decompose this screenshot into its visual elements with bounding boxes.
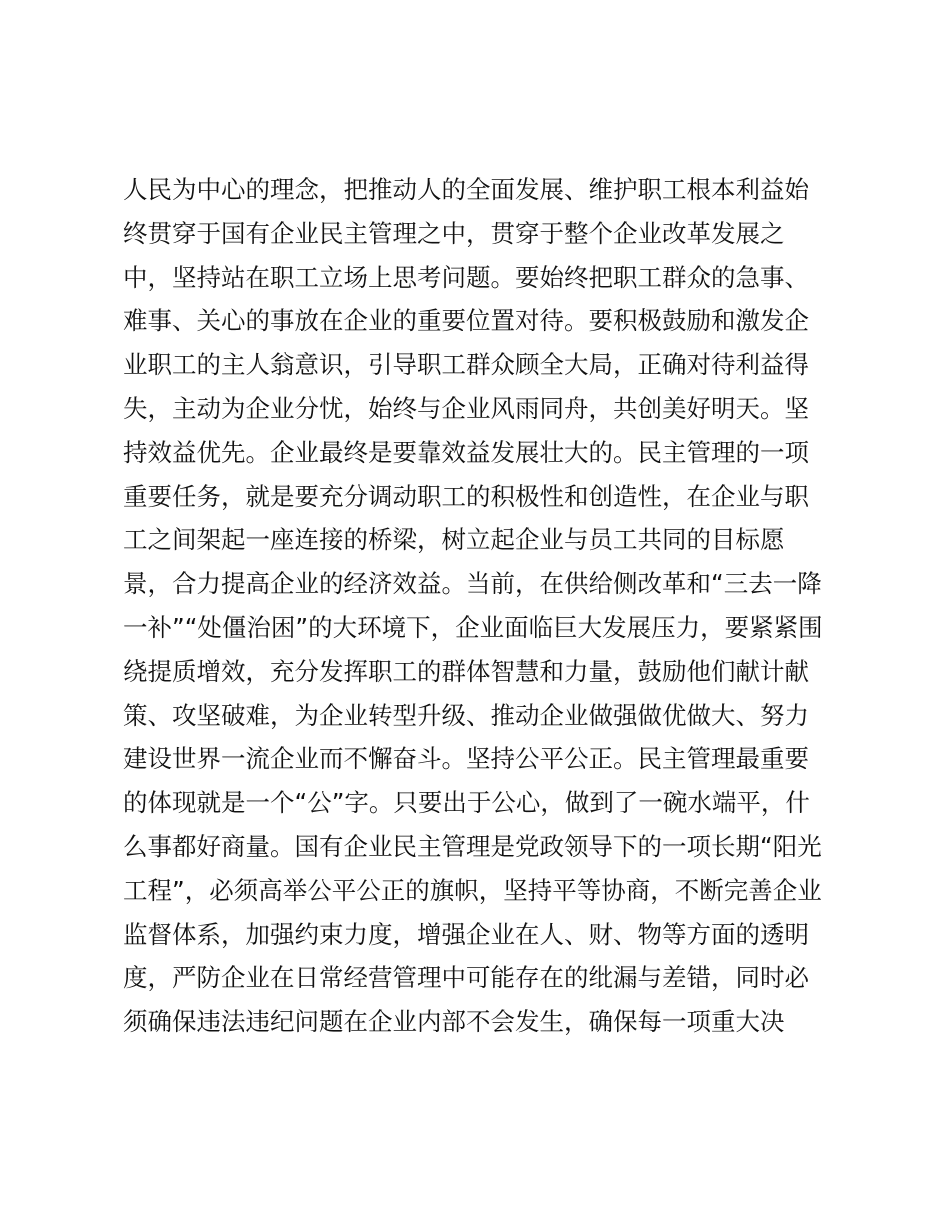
text-line: 一补”“处僵治困”的大环境下，企业面临巨大发展压力，要紧紧围: [123, 612, 823, 642]
text-line: 工之间架起一座连接的桥梁，树立起企业与员工共同的目标愿: [123, 525, 785, 555]
text-line: 失，主动为企业分忧，始终与企业风雨同舟，共创美好明天。坚: [123, 393, 809, 423]
text-line: 绕提质增效，充分发挥职工的群体智慧和力量，鼓励他们献计献: [123, 656, 809, 686]
text-line: 终贯穿于国有企业民主管理之中，贯穿于整个企业改革发展之: [123, 218, 785, 248]
text-line: 度，严防企业在日常经营管理中可能存在的纰漏与差错，同时必: [123, 963, 809, 993]
text-line: 策、攻坚破难，为企业转型升级、推动企业做强做优做大、努力: [123, 700, 809, 730]
text-line: 中，坚持站在职工立场上思考问题。要始终把职工群众的急事、: [123, 262, 809, 292]
text-line: 的体现就是一个“公”字。只要出于公心，做到了一碗水端平，什: [123, 788, 810, 818]
body-text: [123, 168, 843, 1044]
text-line: 景，合力提高企业的经济效益。当前，在供给侧改革和“三去一降: [123, 569, 822, 599]
text-line: 难事、关心的事放在企业的重要位置对待。要积极鼓励和激发企: [123, 306, 809, 336]
text-line: 工程”，必须高举公平公正的旗帜，坚持平等协商，不断完善企业: [123, 875, 822, 905]
text-line: 须确保违法违纪问题在企业内部不会发生，确保每一项重大决: [123, 1007, 785, 1037]
text-line: 人民为中心的理念，把推动人的全面发展、维护职工根本利益始: [123, 175, 809, 204]
text-line: 业职工的主人翁意识，引导职工群众顾全大局，正确对待利益得: [123, 350, 809, 380]
text-line: 监督体系，加强约束力度，增强企业在人、财、物等方面的透明: [123, 919, 809, 949]
text-line: 建设世界一流企业而不懈奋斗。坚持公平公正。民主管理最重要: [123, 744, 809, 774]
text-line: 持效益优先。企业最终是要靠效益发展壮大的。民主管理的一项: [123, 437, 809, 467]
text-line: 重要任务，就是要充分调动职工的积极性和创造性，在企业与职: [123, 481, 809, 511]
text-line: 么事都好商量。国有企业民主管理是党政领导下的一项长期“阳光: [123, 831, 822, 861]
